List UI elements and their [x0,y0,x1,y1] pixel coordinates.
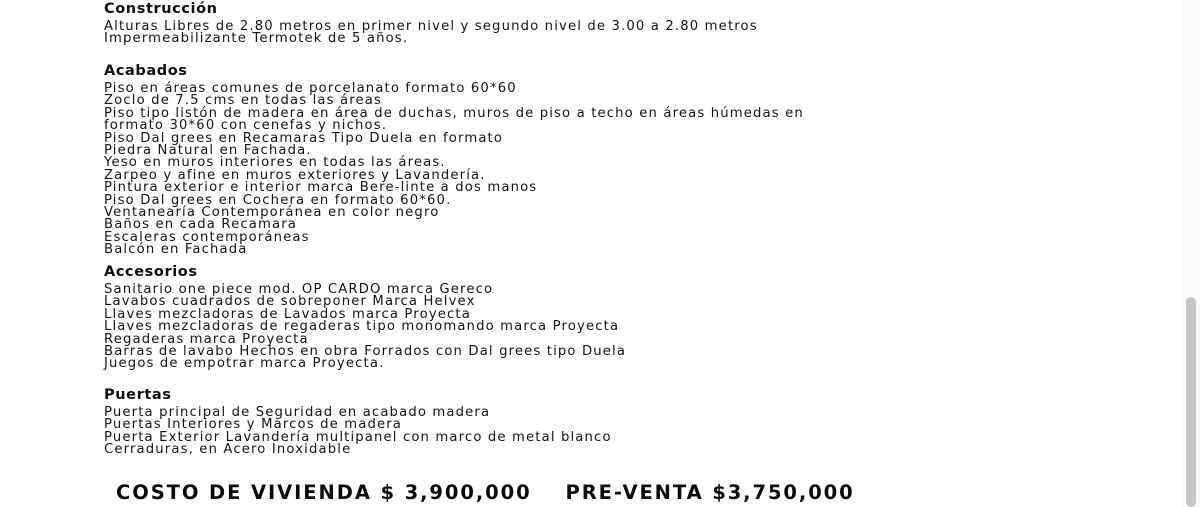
section-accesorios [104,264,626,371]
section-title-construccion: Construcción [104,1,218,17]
spec-line: Piso tipo listón de madera en área de duchas, muros de piso a techo en áreas húmedas en [104,105,804,121]
spec-line: Llaves mezcladoras de Lavados marca Proyecta [104,306,471,322]
section-lines-puertas [104,407,612,457]
spec-line: Puerta Exterior Lavandería multipanel con marco de metal blanco [104,429,612,445]
spec-line: Piso Dal grees en Cochera en formato 60*60. [104,192,452,208]
presale-price-text: PRE-VENTA $3,750,000 [565,481,855,504]
spec-line: Piso Dal grees en Recamaras Tipo Duela en formato [104,130,504,146]
spec-line: Piso en áreas comunes de porcelanato formato 60*60 [104,81,517,96]
spec-line: formato 30*60 con cenefas y nichos. [104,118,388,134]
spec-line: Lavabos cuadrados de sobreponer Marca Helvex [104,294,476,310]
spec-line: Yeso en muros interiores en todas las áreas. [104,155,446,171]
vertical-scrollbar[interactable] [1182,0,1200,507]
spec-line: Sanitario one piece mod. OP CARDO marca Gereco [104,282,494,297]
house-cost-text: COSTO DE VIVIENDA $ 3,900,000 [116,481,532,504]
spec-line: Escaleras contemporáneas [104,229,310,245]
spec-line: Ventanearía Contemporánea en color negro [104,205,440,221]
spec-line: Puertas Interiores y Marcos de madera [104,417,403,433]
spec-line: Piedra Natural en Fachada. [104,143,312,159]
section-title-acabados: Acabados [104,63,188,79]
spec-line: Puerta principal de Seguridad en acabado madera [104,405,491,420]
spec-line: Zarpeo y afine en muros exteriores y Lavandería. [104,167,486,183]
price-summary [116,481,855,504]
spec-line: Llaves mezcladoras de regaderas tipo monomando marca Proyecta [104,319,620,335]
section-lines-acabados [104,83,804,257]
spec-line: Juegos de empotrar marca Proyecta. [104,356,385,372]
section-puertas [104,387,612,457]
section-lines-construccion [104,21,758,46]
spec-line: Cerraduras, en Acero Inoxidable [104,442,352,458]
spec-line: Impermeabilizante Termotek de 5 años. [104,31,409,47]
spec-line: Regaderas marca Proyecta [104,331,309,347]
section-title-accesorios: Accesorios [104,264,198,280]
section-construccion [104,1,758,46]
spec-line: Balcón en Fachada [104,242,248,258]
spec-line: Pintura exterior e interior marca Bere-linte a dos manos [104,180,538,196]
scrollbar-thumb[interactable] [1186,297,1196,507]
section-acabados [104,63,804,257]
spec-line: Baños en cada Recamara [104,217,298,233]
section-lines-accesorios [104,284,626,371]
section-title-puertas: Puertas [104,387,172,403]
spec-line: Alturas Libres de 2.80 metros en primer nivel y segundo nivel de 3.00 a 2.80 metros [104,19,758,34]
spec-line: Barras de lavabo Hechos en obra Forrados con Dal grees tipo Duela [104,344,627,360]
spec-line: Zoclo de 7.5 cms en todas las áreas [104,93,383,109]
